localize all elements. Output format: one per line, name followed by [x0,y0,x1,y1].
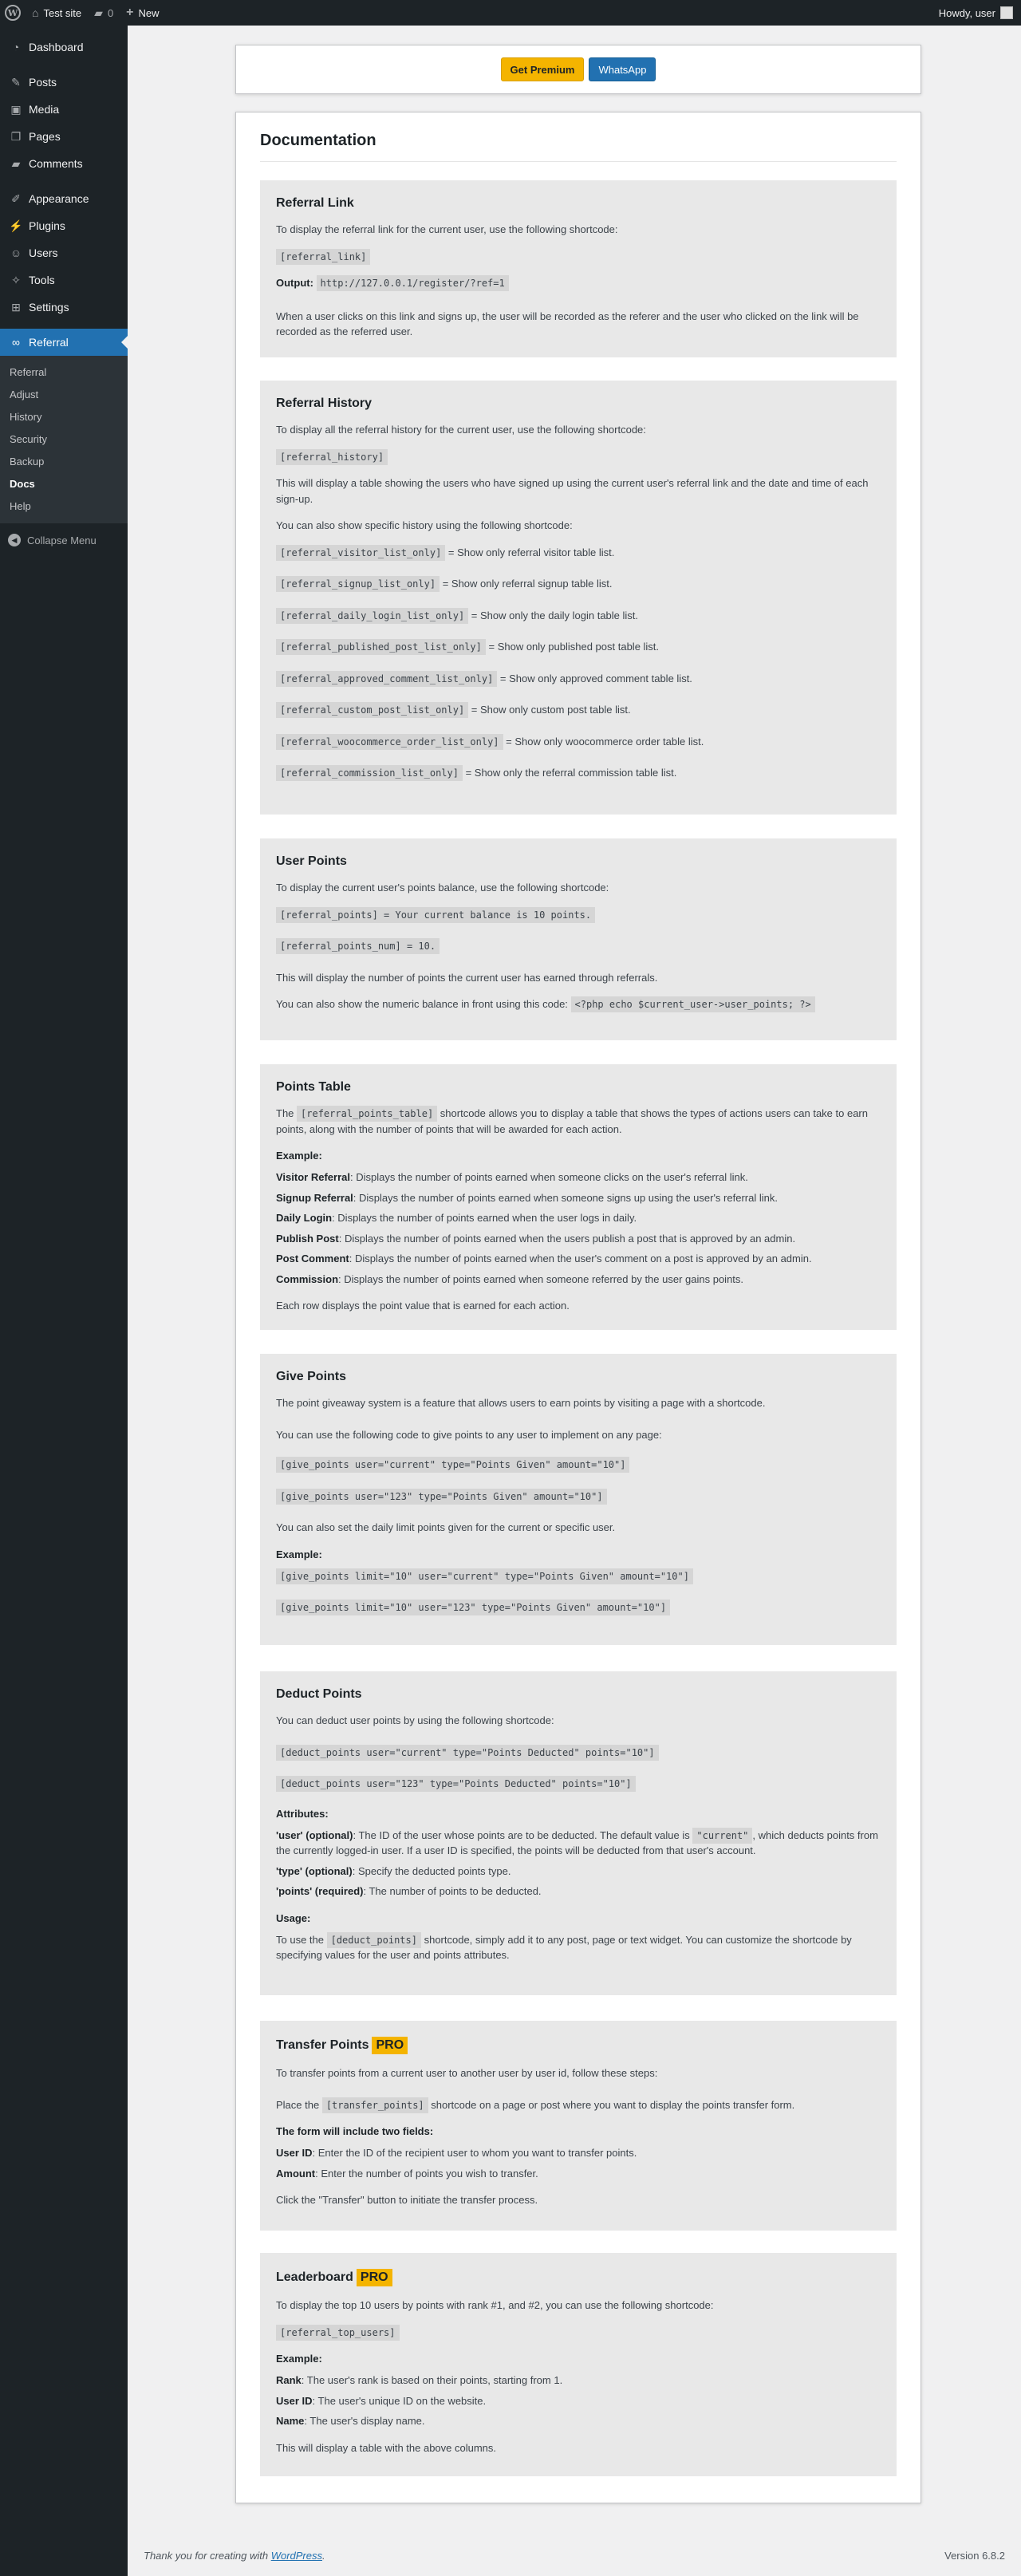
section-title: Leaderboard [276,2270,353,2284]
list-item-desc: = Show only the daily login table list. [468,609,639,621]
list-item [276,1884,881,1899]
sidebar-item-label: Users [29,247,58,259]
shortcode: [referral_signup_list_only] [276,576,440,592]
site-name: Test site [43,6,82,19]
plugin-icon: ⚡ [9,219,23,232]
section-text: Each row displays the point value that is earned for each action. [276,1300,570,1312]
output-label: Output: [276,277,313,289]
list-item [276,1828,881,1859]
sidebar-item-label: Plugins [29,219,65,232]
list-item [276,702,881,718]
comments-count: 0 [107,6,114,19]
section-referral-link [260,180,897,357]
page-title: Documentation [260,132,897,162]
collapse-arrow-icon: ◀ [8,534,21,546]
wp-logo-menu[interactable] [0,0,26,26]
term: 'type' (optional) [276,1864,353,1877]
list-item [276,1864,881,1880]
term-desc: : Displays the number of points earned when the user logs in daily. [332,1212,637,1224]
pages-icon: ❐ [10,129,22,143]
pin-icon: ✎ [11,75,21,89]
section-title: Transfer Points [276,2038,369,2052]
shortcode: [deduct_points user="123" type="Points Deducted" points="10"] [276,1776,636,1792]
section-title: Points Table [276,1080,351,1094]
list-item-desc: = Show only referral visitor table list. [445,546,615,558]
avatar [1000,6,1013,19]
footer-thanks [144,2550,325,2562]
list-item-desc: = Show only custom post table list. [468,704,631,716]
section-text: You can also show specific history using the following shortcode: [276,519,573,531]
section-text: shortcode, simply add it to any post, page or text widget. You can customize the shortcode by specifying values for the user and points attributes. [276,1933,852,1961]
list-item [276,2373,881,2389]
term: Name [276,2415,305,2427]
dashboard-icon: ◔ [12,41,20,53]
users-icon: ☺ [10,247,22,259]
section-text: The point giveaway system is a feature that allows users to earn points by visiting a page with a shortcode. [276,1397,766,1409]
term: Rank [276,2374,302,2386]
term: Publish Post [276,1232,339,1245]
term: Daily Login [276,1212,333,1224]
shortcode: [deduct_points] [327,1932,421,1948]
term-desc: : Displays the number of points earned when someone referred by the user gains points. [338,1272,744,1285]
sidebar-item-tools[interactable] [0,266,128,294]
section-text: You can deduct user points by using the following shortcode: [276,1714,554,1726]
sidebar-item-label: Media [29,103,60,116]
premium-box [235,45,921,94]
usage-heading: Usage: [276,1911,311,1924]
output-code: http://127.0.0.1/register/?ref=1 [317,275,509,291]
section-text: Click the "Transfer" button to initiate the transfer process. [276,2194,538,2206]
attributes-heading: Attributes: [276,1807,329,1820]
submenu-item-docs[interactable]: Docs [10,477,35,490]
section-text: This will display the number of points the current user has earned through referrals. [276,971,658,984]
shortcode: [referral_visitor_list_only] [276,545,445,561]
howdy-text: Howdy, user [938,6,995,19]
section-text: To display all the referral history for the current user, use the following shortcode: [276,424,646,436]
term: User ID [276,2394,313,2407]
submenu-item-history[interactable]: History [10,410,42,423]
admin-sidebar [0,26,128,2576]
section-title: Give Points [276,1370,347,1383]
term: Amount [276,2167,316,2180]
term-desc: : The user's rank is based on their points, starting from 1. [301,2374,563,2386]
fields-heading: The form will include two fields: [276,2125,434,2137]
term-desc: : Displays the number of points earned when the user's comment on a post is approved by an admin. [349,1252,812,1264]
admin-bar [0,0,1021,26]
example-heading: Example: [276,1150,322,1162]
footer-text: . [322,2550,325,2562]
shortcode: [referral_points_table] [297,1106,437,1122]
site-name-link[interactable] [26,0,88,26]
sidebar-item-label: Settings [29,301,69,314]
wordpress-link[interactable]: WordPress [270,2550,322,2562]
sidebar-item-appearance[interactable] [0,185,128,212]
term-desc: : Displays the number of points earned when the users publish a post that is approved by an admin. [338,1232,796,1245]
section-referral-history [260,381,897,815]
sidebar-item-dashboard[interactable] [0,34,128,61]
list-item-desc: = Show only approved comment table list. [497,672,692,684]
documentation-panel [235,112,921,2503]
collapse-menu-button[interactable] [0,527,128,554]
section-text: To display the current user's points balance, use the following shortcode: [276,882,609,894]
version-text: Version 6.8.2 [944,2550,1005,2562]
example-heading: Example: [276,1548,322,1560]
new-content-link[interactable] [120,0,165,26]
section-deduct-points [260,1671,897,1995]
section-transfer-points [260,2021,897,2231]
section-text: You can also set the daily limit points given for the current or specific user. [276,1521,616,1533]
list-item [276,2393,881,2409]
sidebar-item-posts[interactable] [0,69,128,96]
shortcode: [transfer_points] [322,2097,428,2113]
shortcode: [referral_custom_post_list_only] [276,702,468,718]
sidebar-item-media[interactable] [0,96,128,123]
list-item [276,576,881,592]
shortcode: [give_points limit="10" user="current" type="Points Given" amount="10"] [276,1568,693,1584]
section-text: To use the [276,1933,327,1946]
term-desc: : Enter the number of points you wish to transfer. [315,2167,538,2180]
shortcode: [give_points limit="10" user="123" type="Points Given" amount="10"] [276,1600,670,1615]
section-title: Deduct Points [276,1687,362,1701]
shortcode: [referral_published_post_list_only] [276,639,486,655]
list-item [276,2166,881,2182]
home-icon: ⌂ [32,6,39,19]
list-item [276,2145,881,2161]
list-item [276,1210,881,1226]
list-item-desc: = Show only the referral commission table list. [462,767,677,779]
section-give-points [260,1354,897,1645]
term: Signup Referral [276,1191,353,1204]
section-text: You can also show the numeric balance in front using this code: [276,998,571,1010]
link-icon: ∞ [12,336,20,349]
list-item [276,2413,881,2429]
section-points-table [260,1064,897,1330]
wordpress-logo-icon: W [5,5,21,21]
example-heading: Example: [276,2353,322,2365]
shortcode: [referral_points] = Your current balance is 10 points. [276,907,595,923]
list-item [276,1170,881,1185]
list-item [276,671,881,687]
term: Commission [276,1272,339,1285]
pro-badge: PRO [372,2037,408,2054]
get-premium-button[interactable]: Get Premium [501,57,585,81]
section-text: You can use the following code to give points to any user to implement on any page: [276,1428,662,1441]
sidebar-item-label: Tools [29,274,55,286]
collapse-label: Collapse Menu [27,534,97,546]
list-item [276,1190,881,1206]
sidebar-item-users[interactable] [0,239,128,266]
whatsapp-button[interactable]: WhatsApp [589,57,656,81]
sidebar-item-label: Pages [29,130,61,143]
brush-icon: ✐ [11,191,21,205]
list-item [276,1251,881,1267]
section-text: To display the top 10 users by points with rank #1, and #2, you can use the following shortcode: [276,2299,714,2311]
section-text: To display the referral link for the current user, use the following shortcode: [276,223,618,235]
shortcode: [referral_woocommerce_order_list_only] [276,734,503,750]
section-text: shortcode allows you to display a table that shows the types of actions users can take to earn points, along with the number of points that will be awarded for each action. [276,1107,868,1135]
list-item [276,734,881,750]
term-desc: : Enter the ID of the recipient user to whom you want to transfer points. [312,2147,637,2159]
pro-badge: PRO [357,2269,392,2286]
submenu-item-security[interactable]: Security [10,432,47,445]
shortcode: [referral_points_num] = 10. [276,938,440,954]
list-item [276,1231,881,1247]
term-desc: : The ID of the user whose points are to be deducted. The default value is [353,1828,693,1841]
sidebar-item-label: Dashboard [29,41,84,53]
term-desc: : The number of points to be deducted. [363,1885,542,1897]
shortcode: [referral_commission_list_only] [276,765,463,781]
term: Visitor Referral [276,1171,350,1183]
section-text: This will display a table showing the users who have signed up using the current user's referral link and the date and time of each sign-up. [276,477,869,505]
comments-icon: ▰ [11,156,21,170]
term-desc: : Specify the deducted points type. [352,1864,511,1877]
my-account-menu[interactable] [932,0,1021,26]
section-text: shortcode on a page or post where you want to display the points transfer form. [428,2098,795,2111]
submenu-item-help[interactable]: Help [10,499,31,512]
list-item [276,1272,881,1288]
sidebar-item-comments[interactable] [0,150,128,177]
sidebar-item-label: Comments [29,157,83,170]
list-item-desc: = Show only referral signup table list. [440,578,613,590]
section-text: This will display a table with the above columns. [276,2441,497,2454]
list-item [276,765,881,781]
term-desc: : The user's display name. [304,2415,425,2427]
footer-text: Thank you for creating with [144,2550,271,2562]
list-item [276,639,881,655]
section-text: When a user clicks on this link and signs up, the user will be recorded as the referer and the user who clicked on the link will be recorded as the referred user. [276,310,859,337]
shortcode: [referral_daily_login_list_only] [276,608,468,624]
term: Post Comment [276,1252,349,1264]
shortcode: "current" [692,1828,752,1844]
list-item [276,545,881,561]
section-text: The [276,1107,298,1119]
sidebar-item-plugins[interactable] [0,212,128,239]
term-desc: : Displays the number of points earned when someone clicks on the user's referral link. [349,1171,748,1183]
term-desc: : Displays the number of points earned when someone signs up using the user's referral link. [353,1191,778,1204]
section-text: To transfer points from a current user to another user by user id, follow these steps: [276,2067,658,2079]
section-title: Referral History [276,396,373,410]
section-user-points [260,838,897,1040]
shortcode: [referral_top_users] [276,2325,400,2341]
sidebar-item-referral[interactable] [0,329,128,356]
list-item [276,608,881,624]
sidebar-item-label: Referral [29,336,69,349]
term-desc: : The user's unique ID on the website. [312,2394,487,2407]
sidebar-item-label: Posts [29,76,57,89]
submenu-item-adjust[interactable]: Adjust [10,388,39,400]
submenu-item-backup[interactable]: Backup [10,455,45,467]
comment-bubble-icon: ▰ [94,6,103,19]
section-title: User Points [276,854,347,868]
list-item-desc: = Show only published post table list. [485,641,660,653]
section-text: Place the [276,2098,322,2111]
section-leaderboard [260,2253,897,2476]
term: 'user' (optional) [276,1828,353,1841]
term-desc: , which deducts points from the currently logged-in user. If a user ID is specified, the points will be deducted from that user's account. [276,1828,878,1856]
wrench-icon: ✧ [11,273,21,286]
shortcode: <?php echo $current_user->user_points; ?> [571,996,815,1012]
sidebar-item-settings[interactable] [0,294,128,321]
submenu-item-referral[interactable]: Referral [10,365,47,378]
sidebar-item-label: Appearance [29,192,89,205]
section-title: Referral Link [276,196,354,210]
settings-icon: ⊞ [11,300,21,314]
shortcode: [referral_history] [276,449,388,465]
term: 'points' (required) [276,1885,364,1897]
new-label: New [138,6,160,19]
plus-icon: + [126,6,134,19]
shortcode: [give_points user="123" type="Points Given" amount="10"] [276,1489,607,1505]
shortcode: [give_points user="current" type="Points Given" amount="10"] [276,1457,629,1473]
term: User ID [276,2147,313,2159]
shortcode: [deduct_points user="current" type="Points Deducted" points="10"] [276,1745,659,1761]
sidebar-item-pages[interactable] [0,123,128,150]
shortcode: [referral_link] [276,249,370,265]
comments-link[interactable] [88,0,120,26]
referral-submenu [0,356,128,523]
shortcode: [referral_approved_comment_list_only] [276,671,497,687]
list-item-desc: = Show only woocommerce order table list. [503,735,704,748]
media-icon: ▣ [10,102,22,116]
admin-footer [144,2550,1005,2562]
